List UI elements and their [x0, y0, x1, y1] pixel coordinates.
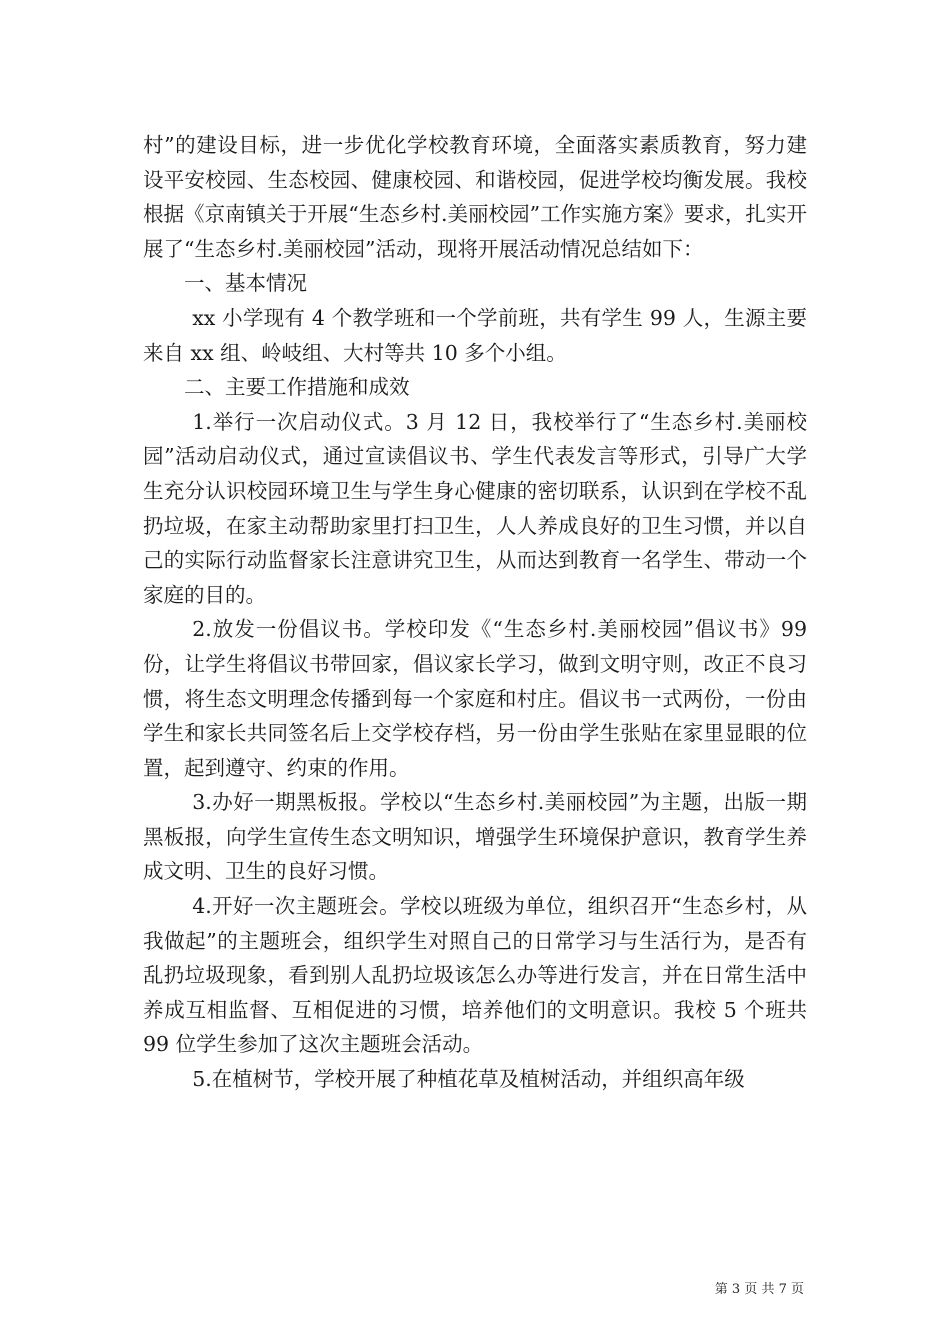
paragraph-item-3: 3.办好一期黑板报。学校以“生态乡村.美丽校园”为主题，出版一期黑板报，向学生宣传生态文明知识，增强学生环境保护意识，教育学生养成文明、卫生的良好习惯。	[143, 790, 807, 884]
paragraph-item-2: 2.放发一份倡议书。学校印发《“生态乡村.美丽校园”倡议书》99 份，让学生将倡议书带回家，倡议家长学习，做到文明守则，改正不良习惯，将生态文明理念传播到每一个家庭和村庄。倡议书一式两份，一份由学生和家长共同签名后上交学校存档，另一份由学生张贴在家里显眼的位置，起到遵守、约束的作用。	[143, 617, 807, 780]
section-heading-basic-info: 一、基本情况	[184, 271, 307, 296]
paragraph-item-1: 1.举行一次启动仪式。3 月 12 日，我校举行了“生态乡村.美丽校园”活动启动仪式，通过宣读倡议书、学生代表发言等形式，引导广大学生充分认识校园环境卫生与学生身心健康的密切联系，认识到在学校不乱扔垃圾，在家主动帮助家里打扫卫生，人人养成良好的卫生习惯，并以自己的实际行动监督家长注意讲究卫生，从而达到教育一名学生、带动一个家庭的目的。	[143, 409, 807, 607]
paragraph-basic-info: xx 小学现有 4 个教学班和一个学前班，共有学生 99 人，生源主要来自 xx 组、岭岐组、大村等共 10 多个小组。	[143, 305, 807, 365]
section-heading-measures: 二、主要工作措施和成效	[184, 375, 410, 400]
paragraph-item-5: 5.在植树节，学校开展了种植花草及植树活动，并组织高年级	[192, 1067, 745, 1092]
paragraph-item-4: 4.开好一次主题班会。学校以班级为单位，组织召开“生态乡村，从我做起”的主题班会，组织学生对照自己的日常学习与生活行为，是否有乱扔垃圾现象，看到别人乱扔垃圾该怎么办等进行发言，并在日常生活中养成互相监督、互相促进的习惯，培养他们的文明意识。我校 5 个班共 99 位学生参加了这次主题班会活动。	[143, 894, 807, 1057]
paragraph-intro-continuation: 村”的建设目标，进一步优化学校教育环境，全面落实素质教育，努力建设平安校园、生态校园、健康校园、和谐校园，促进学校均衡发展。我校根据《京南镇关于开展“生态乡村.美丽校园”工作实施方案》要求，扎实开展了“生态乡村.美丽校园”活动，现将开展活动情况总结如下：	[143, 133, 807, 261]
document-body	[143, 128, 807, 1097]
page-number-footer: 第 3 页 共 7 页	[714, 1282, 804, 1297]
